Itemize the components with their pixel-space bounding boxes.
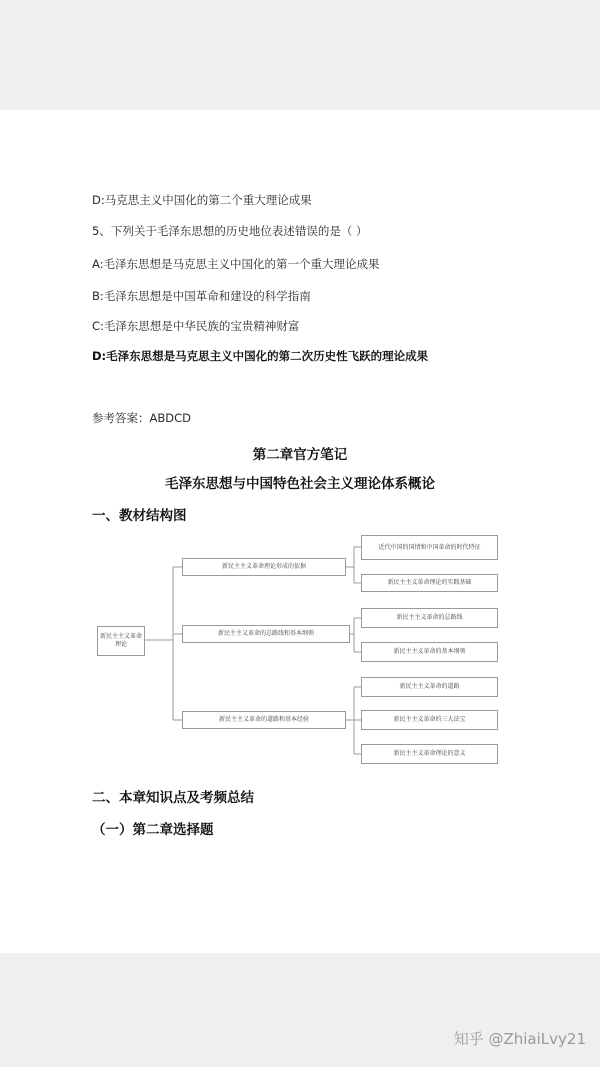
answer-key: 参考答案：ABDCD	[92, 411, 191, 425]
question-5: 5、下列关于毛泽东思想的历史地位表述错误的是（ ）	[92, 224, 368, 238]
option-a: A:毛泽东思想是马克思主义中国化的第一个重大理论成果	[92, 257, 380, 271]
chapter-title: 第二章官方笔记	[252, 447, 348, 463]
diagram-branch-1: 新民主主义革命理论形成的依据	[182, 558, 346, 576]
diagram-root: 新民主主义革命理论	[97, 626, 145, 656]
diagram-leaf-3-2: 新民主主义革命的三大法宝	[361, 710, 498, 730]
diagram-leaf-3-1: 新民主主义革命的道路	[361, 677, 498, 697]
option-d-bold: D:毛泽东思想是马克思主义中国化的第二次历史性飞跃的理论成果	[92, 349, 429, 363]
diagram-branch-3: 新民主主义革命的道路和基本经验	[182, 711, 346, 729]
zhihu-watermark: 知乎 @ZhiaiLvy21	[453, 1030, 586, 1048]
option-d-q4: D:马克思主义中国化的第二个重大理论成果	[92, 193, 312, 207]
option-b: B:毛泽东思想是中国革命和建设的科学指南	[92, 289, 311, 303]
diagram-leaf-2-2: 新民主主义革命的基本纲领	[361, 642, 498, 662]
diagram-branch-2: 新民主主义革命的总路线和基本纲领	[182, 625, 350, 643]
course-title: 毛泽东思想与中国特色社会主义理论体系概论	[165, 476, 435, 492]
diagram-leaf-1-2: 新民主主义革命理论的实践基础	[361, 574, 498, 592]
diagram-leaf-2-1: 新民主主义革命的总路线	[361, 608, 498, 628]
diagram-leaf-3-3: 新民主主义革命理论的意义	[361, 744, 498, 764]
section-choice-heading: （一）第二章选择题	[92, 822, 214, 838]
diagram-leaf-1-1: 近代中国的国情和中国革命的时代特征	[361, 535, 498, 560]
section-structure-heading: 一、教材结构图	[92, 508, 187, 524]
option-c: C:毛泽东思想是中华民族的宝贵精神财富	[92, 319, 300, 333]
section-knowledge-heading: 二、本章知识点及考频总结	[92, 790, 254, 806]
